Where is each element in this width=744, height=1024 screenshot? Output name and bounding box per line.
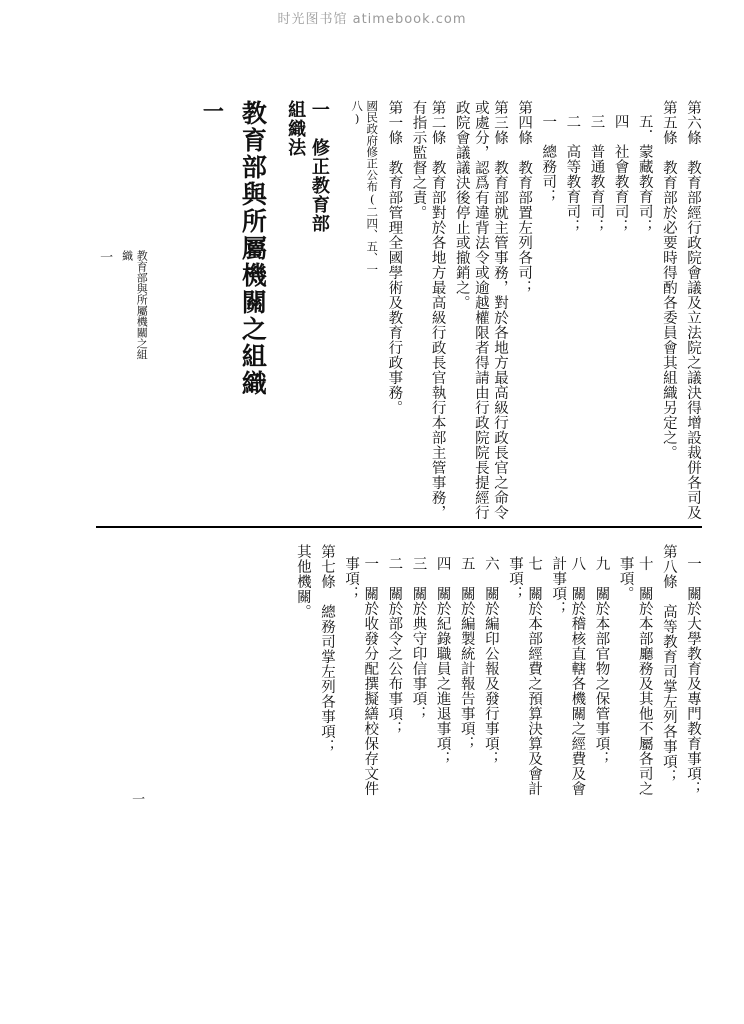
- article-5: 第五條 教育部於必要時得酌各委員會其組織另定之。: [660, 100, 677, 460]
- department-item-3: 三 普通教育司；: [588, 114, 605, 234]
- article7-item-3: 三 關於典守印信事項；: [410, 556, 427, 721]
- department-item-5: 五．蒙藏教育司；: [636, 114, 653, 234]
- page-number: 一: [97, 250, 113, 264]
- footer: [92, 250, 148, 370]
- article-8: 第八條 高等教育司掌左列各事項；: [660, 544, 677, 784]
- article-6: 第六條 教育部經行政院會議及立法院之議決得增設裁併各司及: [685, 100, 701, 520]
- page-number-bottom: 一: [129, 792, 145, 806]
- department-item-4: 四 社會教育司；: [612, 114, 629, 234]
- bottom-text-block: [288, 544, 702, 834]
- running-head: 教育部與所屬機關之組織: [120, 250, 149, 360]
- article7-item-7: 七 關於本部經費之預算決算及會計事項；: [507, 556, 543, 796]
- article7-item-6: 六 關於編印公報及發行事項；: [482, 556, 499, 766]
- page-title: 教育部與所屬機關之組織: [238, 100, 268, 397]
- watermark: 时光图书馆 atimebook.com: [277, 12, 467, 27]
- top-text-block: [183, 100, 702, 520]
- document-page: [36, 52, 708, 992]
- article8-item-1: 一 關於大學教育及專門教育事項；: [685, 556, 701, 796]
- article7-item-8: 八 關於稽核直轄各機關之經費及會計事項；: [550, 556, 586, 796]
- article-7: 第七條 總務司掌左列各事項；: [319, 544, 335, 754]
- chapter-number: 一: [200, 100, 226, 122]
- article7-item-5: 五 關於編製統計報告事項；: [458, 556, 475, 751]
- promulgation-note: 國民政府修正公布(二四、五、一八): [350, 100, 380, 275]
- article-3: 第三條 教育部就主管事務，對於各地方最高級行政長官之命令或處分，認爲有違背法令或逾越權限者得請由行政院院長提經行政院會議議決後停止或撤銷之。: [453, 100, 508, 520]
- article7-item-4: 四 關於紀錄職員之進退事項；: [434, 556, 451, 766]
- department-item-1: 一 總務司；: [540, 114, 557, 204]
- article7-item-1: 一 關於收發分配撰擬繕校保存文件事項；: [343, 556, 379, 796]
- article-2: 第二條 教育部對於各地方最高級行政長官執行本部主管事務，有指示監督之責。: [410, 100, 446, 520]
- article-4: 第四條 教育部置左列各司；: [516, 100, 533, 295]
- department-item-2: 二 高等教育司；: [564, 114, 581, 234]
- article7-item-9: 九 關於本部官物之保管事項；: [593, 556, 610, 766]
- continuation-line: 其他機關。: [294, 544, 311, 619]
- section-title: 一 修正教育部組織法: [285, 100, 330, 233]
- horizontal-divider: [96, 526, 702, 528]
- article-1: 第一條 教育部管理全國學術及教育行政事務。: [386, 100, 403, 415]
- article7-item-2: 二 關於部令之公布事項；: [386, 556, 403, 736]
- article7-item-10: 十 關於本部廳務及其他不屬各司之事項。: [617, 556, 653, 796]
